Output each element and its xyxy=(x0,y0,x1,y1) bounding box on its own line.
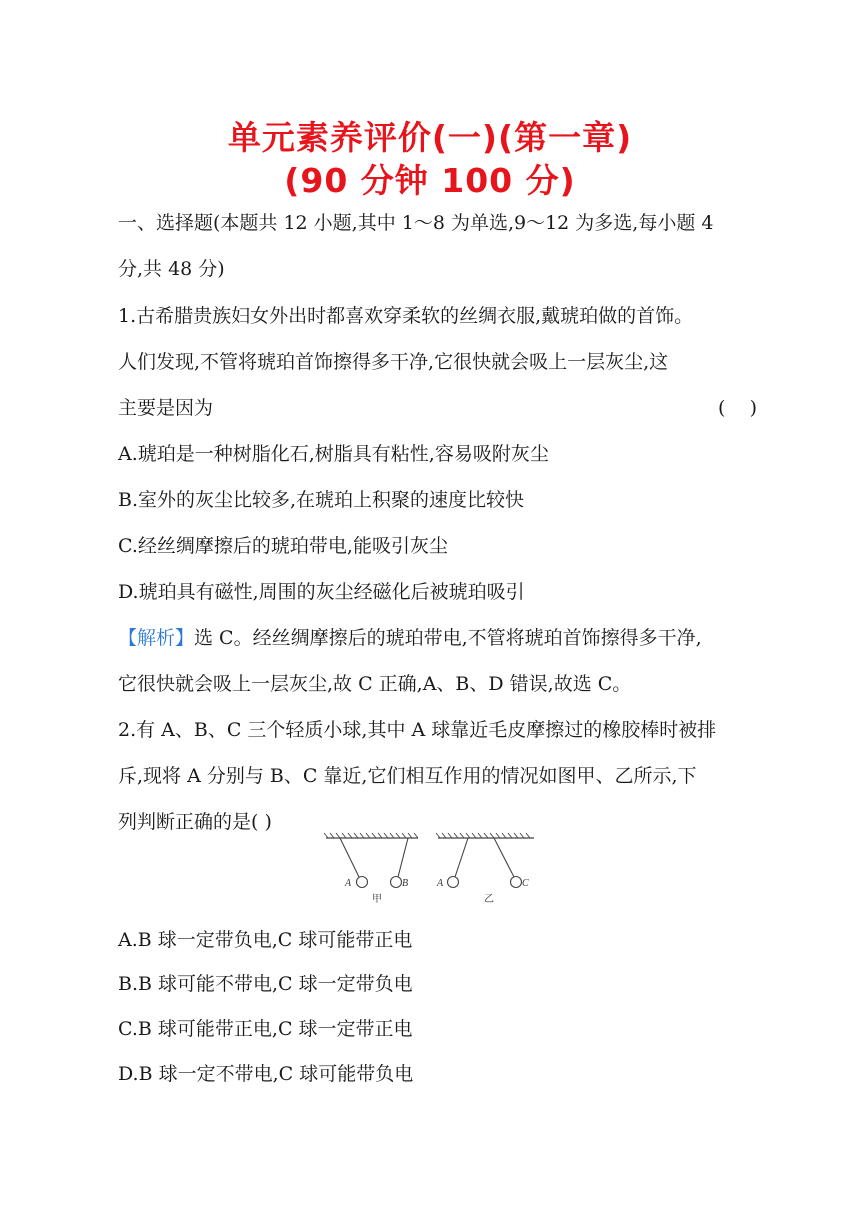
section-heading-line1: 一、选择题(本题共 12 小题,其中 1～8 为单选,9～12 为多选,每小题 4 xyxy=(118,212,714,234)
q1-analysis-line1 xyxy=(118,625,702,651)
q2-stem-line3: 列判断正确的是( ) xyxy=(118,811,272,833)
label-a-right: A xyxy=(437,878,444,889)
q2-stem-line1: 2.有 A、B、C 三个轻质小球,其中 A 球靠近毛皮摩擦过的橡胶棒时被排 xyxy=(118,719,717,741)
q1-answer-paren: ( ) xyxy=(718,397,757,419)
page-title: 单元素养评价(一)(第一章) xyxy=(227,118,633,157)
q2-stem-line2: 斥,现将 A 分别与 B、C 靠近,它们相互作用的情况如图甲、乙所示,下 xyxy=(118,765,697,787)
ball-c xyxy=(511,877,522,888)
ball-b xyxy=(391,877,402,888)
thread-a-left xyxy=(340,838,359,877)
figure-right-support xyxy=(436,833,534,838)
q2-option-c: C.B 球可能带正电,C 球一定带正电 xyxy=(118,1018,413,1040)
q1-option-a: A.琥珀是一种树脂化石,树脂具有粘性,容易吸附灰尘 xyxy=(118,443,549,465)
q2-option-d: D.B 球一定不带电,C 球可能带负电 xyxy=(118,1063,414,1085)
thread-a-right xyxy=(455,838,468,877)
thread-c xyxy=(494,838,514,877)
q1-option-b: B.室外的灰尘比较多,在琥珀上积聚的速度比较快 xyxy=(118,489,525,511)
thread-b xyxy=(398,838,408,877)
pendulum-figure xyxy=(322,826,542,910)
ball-a-left xyxy=(357,877,368,888)
caption-left: 甲 xyxy=(372,894,382,905)
label-a-left: A xyxy=(345,878,352,889)
q2-option-b: B.B 球可能不带电,C 球一定带负电 xyxy=(118,973,413,995)
ball-a-right xyxy=(448,877,459,888)
page-subtitle: (90 分钟 100 分) xyxy=(284,161,576,200)
label-c: C xyxy=(522,878,529,889)
q1-analysis-line2: 它很快就会吸上一层灰尘,故 C 正确,A、B、D 错误,故选 C。 xyxy=(118,673,632,695)
q1-option-c: C.经丝绸摩擦后的琥珀带电,能吸引灰尘 xyxy=(118,535,448,557)
analysis-tag: 【解析】 xyxy=(118,627,195,649)
figure-left-support xyxy=(324,833,418,838)
caption-right: 乙 xyxy=(484,894,494,905)
q1-stem-line2: 人们发现,不管将琥珀首饰擦得多干净,它很快就会吸上一层灰尘,这 xyxy=(118,351,669,373)
q2-option-a: A.B 球一定带负电,C 球可能带正电 xyxy=(118,929,413,951)
analysis-text: 选 C。经丝绸摩擦后的琥珀带电,不管将琥珀首饰擦得多干净, xyxy=(194,627,702,649)
q1-option-d: D.琥珀具有磁性,周围的灰尘经磁化后被琥珀吸引 xyxy=(118,581,525,603)
label-b: B xyxy=(402,878,409,889)
q1-stem-line3: 主要是因为 xyxy=(118,397,214,419)
q1-stem-line1: 1.古希腊贵族妇女外出时都喜欢穿柔软的丝绸衣服,戴琥珀做的首饰。 xyxy=(118,305,694,327)
section-heading-line2: 分,共 48 分) xyxy=(118,258,225,280)
